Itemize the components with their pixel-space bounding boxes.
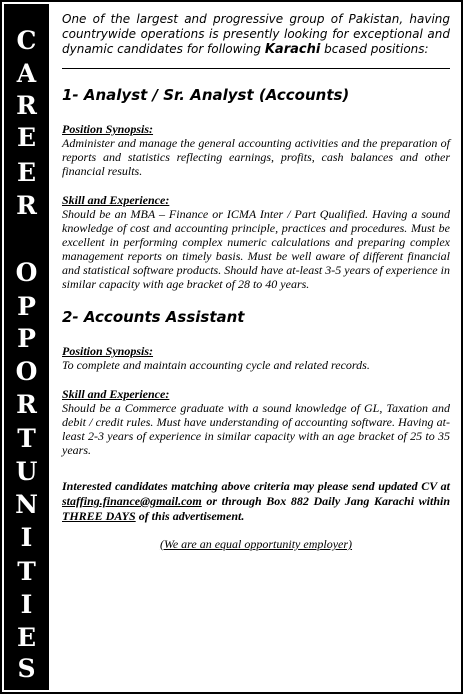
sidebar-letter: A: [16, 59, 37, 88]
intro-text-end: bcased positions:: [324, 42, 429, 56]
sidebar-letter: T: [17, 557, 36, 586]
synopsis-text: Administer and manage the general accounting activities and the preparation of reports and statistics reflecting earnings, profits, cash balances and other financial results.: [62, 136, 450, 178]
intro-paragraph: [62, 12, 450, 57]
sidebar-letter: N: [15, 490, 38, 519]
closing-text: or through Box 882 Daily Jang Karachi within: [206, 494, 450, 508]
sidebar-letter: P: [17, 324, 36, 353]
closing-text: of this advertisement.: [138, 509, 245, 523]
sidebar-letter: S: [17, 654, 36, 683]
divider: [62, 68, 450, 69]
skills-label: Skill and Experience:: [62, 387, 170, 401]
intro-text: One of the largest and progressive group of Pakistan, having countrywide operations is presently looking for exceptional and dynamic candidates for following: [62, 12, 450, 56]
skills-label: Skill and Experience:: [62, 193, 170, 207]
sidebar-letter: R: [16, 91, 37, 120]
equal-opportunity-note: (We are an equal opportunity employer): [159, 537, 353, 551]
sidebar-letter: R: [16, 390, 37, 419]
sidebar-letter: I: [20, 590, 33, 619]
sidebar-letter: E: [16, 158, 37, 187]
position-1: [62, 86, 450, 291]
deadline: THREE DAYS: [62, 509, 136, 523]
skills-text: Should be a Commerce graduate with a sound knowledge of GL, Taxation and debit / credit rules. Must have understanding of accounting software. Having at-least 2-3 years of experience in similar capacity with an age bracket of 25 to 35 years.: [62, 401, 450, 457]
synopsis-label: Position Synopsis:: [62, 122, 154, 136]
sidebar-letter: O: [15, 357, 38, 386]
skills-text: Should be an MBA – Finance or ICMA Inter / Part Qualified. Having a sound knowledge of cost and accounting principle, practices and procedures. Must be excellent in performing complex numeric calculations and preparing complex management reports on timely basis. Must be well aware of different financial and statistical software products. Should have at-least 3-5 years of experience in similar capacity with age bracket of 28 to 40 years.: [62, 207, 450, 291]
synopsis-text: To complete and maintain accounting cycle and related records.: [62, 358, 370, 372]
position-title: 1- Analyst / Sr. Analyst (Accounts): [62, 86, 350, 104]
sidebar-letter: E: [16, 623, 37, 652]
sidebar-letter: P: [17, 292, 36, 321]
sidebar-letter: C: [16, 26, 37, 55]
closing-paragraph: [62, 479, 450, 524]
sidebar-letter: U: [15, 457, 38, 486]
position-title: 2- Accounts Assistant: [62, 308, 245, 326]
sidebar-letter: T: [17, 424, 36, 453]
position-2: [62, 308, 450, 457]
sidebar-letter: I: [20, 523, 33, 552]
sidebar-letter: O: [15, 258, 38, 287]
career-opportunities-sidebar: [4, 4, 49, 690]
intro-city: Karachi: [264, 42, 321, 57]
sidebar-letter: E: [16, 123, 37, 152]
synopsis-label: Position Synopsis:: [62, 344, 154, 358]
sidebar-letter: R: [16, 191, 37, 220]
closing-text: Interested candidates matching above criteria may please send updated CV at: [62, 479, 450, 493]
ad-content: [62, 12, 450, 552]
email-link[interactable]: staffing.finance@gmail.com: [62, 494, 202, 508]
